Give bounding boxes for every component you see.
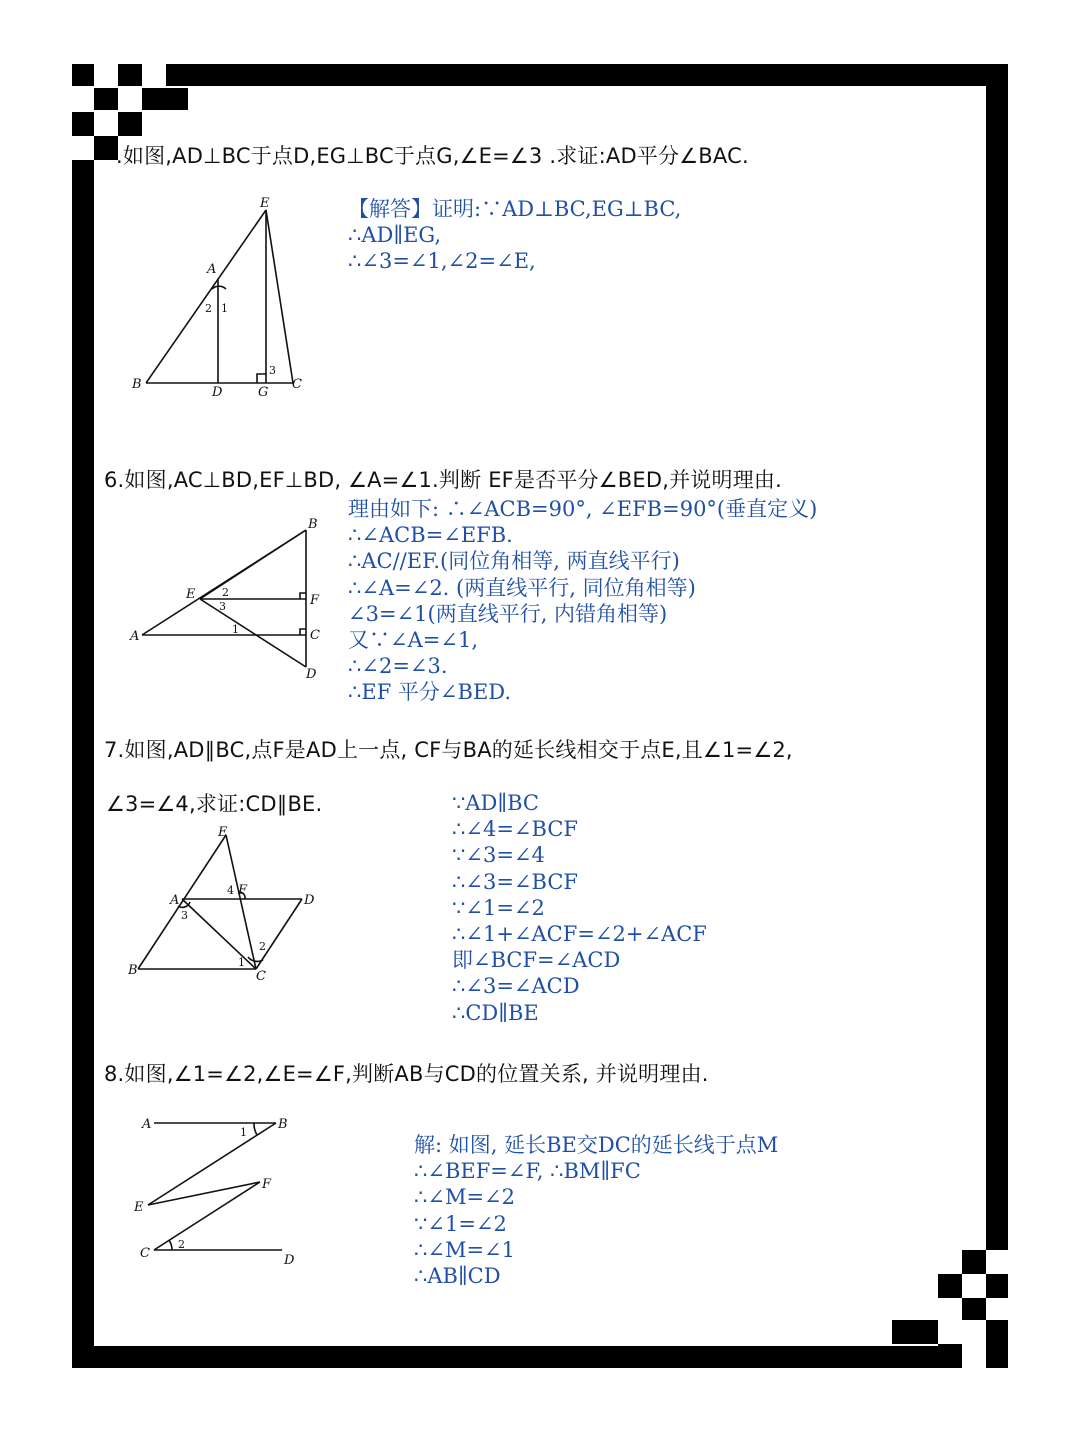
answer-line: ∴∠3=∠ACD	[452, 974, 580, 999]
label-D: D	[212, 385, 223, 400]
answer-line: ∴AD∥EG,	[348, 223, 442, 248]
angle-2-label: 2	[259, 940, 266, 953]
answer-line: ∴AC//EF.(同位角相等, 两直线平行)	[348, 549, 680, 574]
angle-1-label: 1	[221, 302, 228, 315]
problem-6-question: 6.如图,AC⊥BD,EF⊥BD, ∠A=∠1.判断 EF是否平分∠BED,并说明理由.	[104, 468, 782, 492]
label-F: F	[310, 593, 320, 608]
problem-5-figure	[130, 195, 320, 400]
label-C: C	[310, 628, 320, 643]
answer-line: ∴∠2=∠3.	[348, 654, 448, 679]
problem-7-question-line2: ∠3=∠4,求证:CD∥BE.	[106, 792, 323, 816]
label-G: G	[258, 385, 269, 400]
problem-7-question: 7.如图,AD∥BC,点F是AD上一点, CF与BA的延长线相交于点E,且∠1=∠2,	[104, 738, 793, 762]
angle-2-label: 2	[222, 586, 229, 599]
answer-line: ∴CD∥BE	[452, 1000, 539, 1025]
label-B: B	[128, 963, 138, 978]
answer-line: ∴∠BEF=∠F, ∴BM∥FC	[414, 1159, 641, 1184]
answer-line: 又∵∠A=∠1,	[348, 627, 478, 652]
answer-line: ∴∠M=∠1	[414, 1237, 516, 1262]
problem-8-answer	[414, 1132, 778, 1289]
angle-1-label: 1	[232, 623, 239, 636]
label-C: C	[140, 1246, 150, 1261]
label-E: E	[260, 196, 270, 211]
label-F: F	[262, 1177, 272, 1192]
angle-3-label: 3	[181, 909, 188, 922]
angle-4-label: 4	[227, 884, 234, 897]
label-A: A	[130, 629, 140, 644]
problem-7-answer	[452, 790, 707, 1026]
answer-line: ∴∠M=∠2	[414, 1185, 516, 1210]
label-B: B	[132, 377, 142, 392]
answer-line: ∵∠1=∠2	[414, 1211, 507, 1236]
label-E: E	[218, 825, 228, 840]
problem-8-figure	[130, 1110, 310, 1270]
answer-line: 理由如下: ∴∠ACB=90°, ∠EFB=90°(垂直定义)	[348, 497, 818, 521]
label-A: A	[170, 893, 180, 908]
problem-6-answer	[348, 496, 817, 706]
answer-line: ∴∠3=∠1,∠2=∠E,	[348, 249, 536, 274]
answer-line: 即∠BCF=∠ACD	[452, 948, 621, 973]
answer-line: ∠3=∠1(两直线平行, 内错角相等)	[348, 601, 668, 626]
answer-line: ∴∠3=∠BCF	[452, 869, 578, 894]
label-F: F	[238, 883, 248, 898]
angle-2-label: 2	[205, 302, 212, 315]
problem-7-figure	[126, 822, 326, 982]
label-D: D	[284, 1253, 295, 1268]
label-D: D	[306, 667, 317, 682]
problem-5-answer	[348, 196, 681, 275]
label-A: A	[207, 262, 217, 277]
label-E: E	[134, 1200, 144, 1215]
answer-line: ∴EF 平分∠BED.	[348, 680, 512, 705]
answer-line: ∴∠A=∠2. (两直线平行, 同位角相等)	[348, 575, 696, 600]
answer-line: 解: 如图, 延长BE交DC的延长线于点M	[414, 1133, 779, 1157]
answer-line: ∵AD∥BC	[452, 791, 539, 815]
answer-line: 【解答】证明:∵AD⊥BC,EG⊥BC,	[348, 197, 682, 221]
label-D: D	[304, 893, 315, 908]
answer-line: ∴∠ACB=∠EFB.	[348, 523, 513, 548]
answer-line: ∴∠1+∠ACF=∠2+∠ACF	[452, 921, 707, 946]
label-E: E	[186, 587, 196, 602]
label-C: C	[256, 969, 266, 984]
problem-6-figure	[128, 512, 328, 682]
angle-3-label: 3	[269, 364, 276, 377]
angle-2-label: 2	[178, 1238, 185, 1251]
angle-3-label: 3	[219, 600, 226, 613]
label-C: C	[292, 377, 302, 392]
angle-1-label: 1	[238, 956, 245, 969]
answer-line: ∴AB∥CD	[414, 1263, 501, 1288]
label-B: B	[308, 517, 318, 532]
label-A: A	[142, 1117, 152, 1132]
angle-1-label: 1	[240, 1126, 247, 1139]
label-B: B	[278, 1117, 288, 1132]
answer-line: ∴∠4=∠BCF	[452, 817, 578, 842]
problem-8-question: 8.如图,∠1=∠2,∠E=∠F,判断AB与CD的位置关系, 并说明理由.	[104, 1062, 709, 1086]
answer-line: ∵∠3=∠4	[452, 843, 545, 868]
problem-5-question: .如图,AD⊥BC于点D,EG⊥BC于点G,∠E=∠3 .求证:AD平分∠BAC.	[116, 144, 749, 168]
answer-line: ∵∠1=∠2	[452, 895, 545, 920]
